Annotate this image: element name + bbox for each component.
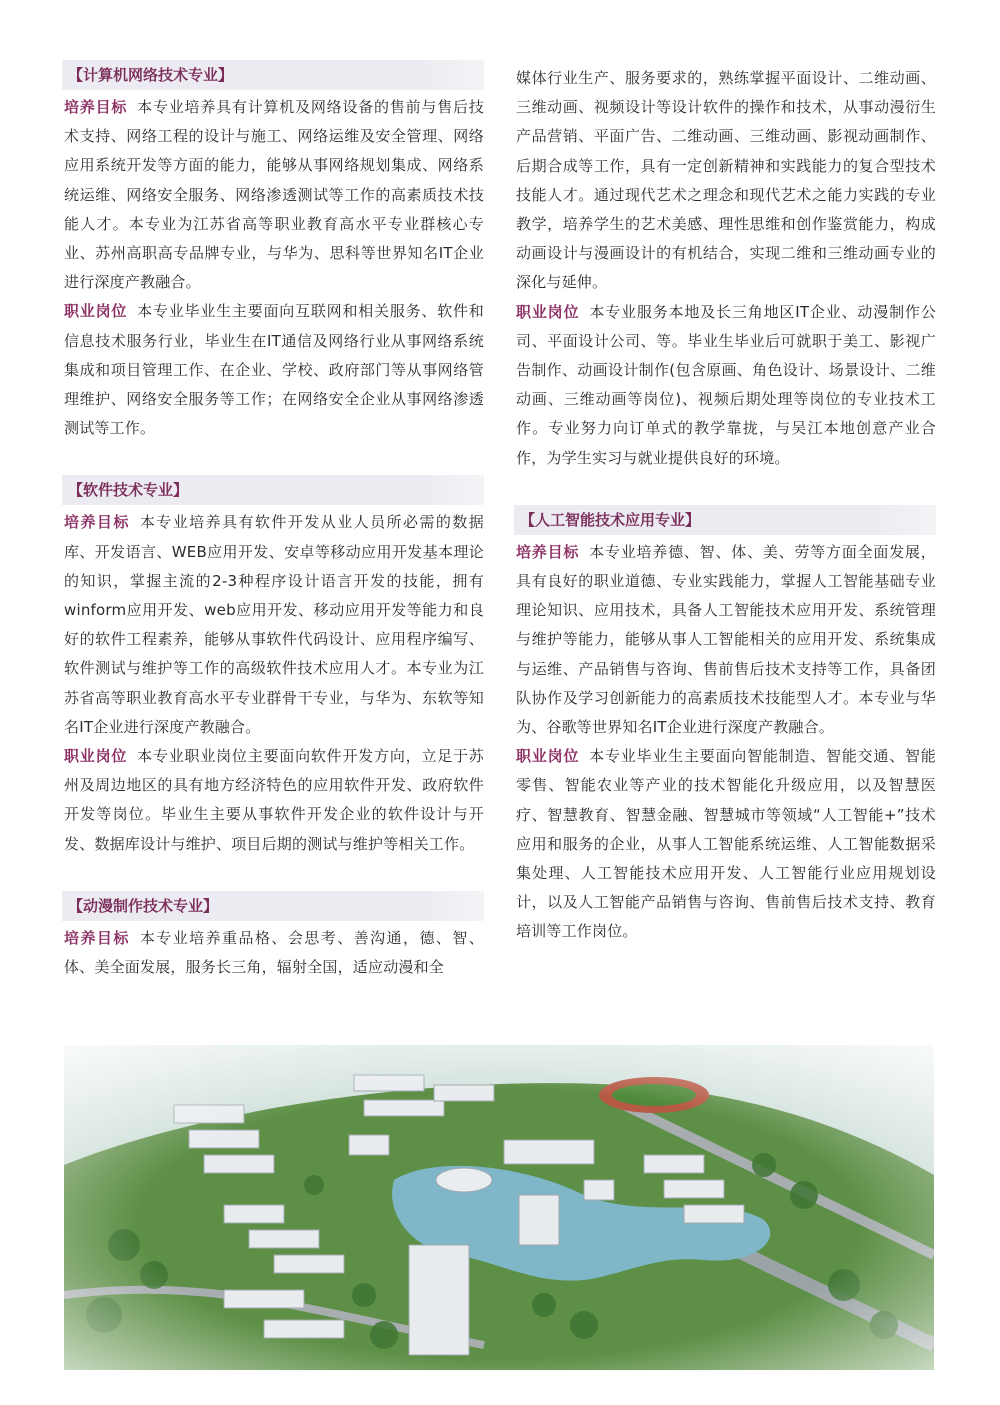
software-goal-label: 培养目标 xyxy=(64,513,130,532)
ai-job-text: 本专业毕业生主要面向智能制造、智能交通、智能零售、智能农业等产业的技术智能化升级应用，以及智慧医疗、智慧教育、智慧金融、智慧城市等领域“人工智能+”技术应用和服务的企业，从事人工智能系统运维、人工智能数据采集处理、人工智能技术应用开发、人工智能行业应用规划设计，以及人工智能产品销售与咨询、售前售后技术支持、教育培训等工作岗位。 xyxy=(516,747,936,941)
animation-goal-label: 培养目标 xyxy=(64,928,130,947)
network-goal-label: 培养目标 xyxy=(64,98,128,116)
software-goal-paragraph xyxy=(64,508,484,742)
animation-job-label: 职业岗位 xyxy=(516,302,580,321)
animation-goal-paragraph-left xyxy=(64,924,484,982)
campus-vignette xyxy=(64,1045,934,1370)
right-column xyxy=(516,64,936,947)
software-job-text: 本专业职业岗位主要面向软件开发方向，立足于苏州及周边地区的具有地方经济特色的应用软件开发、政府软件开发等岗位。毕业生主要从事软件开发企业的软件设计与开发、数据库设计与维护、项目后期的测试与维护等相关工作。 xyxy=(64,747,484,853)
ai-job-paragraph xyxy=(516,742,936,946)
network-job-label: 职业岗位 xyxy=(64,302,128,321)
left-column xyxy=(64,60,484,982)
campus-aerial-image xyxy=(64,1045,934,1370)
software-job-label: 职业岗位 xyxy=(64,747,128,766)
software-goal-text: 本专业培养具有软件开发从业人员所必需的数据库、开发语言、WEB应用开发、安卓等移动应用开发基本理论的知识，掌握主流的2-3种程序设计语言开发的技能，拥有winform应用开发、web应用开发、移动应用开发等能力和良好的软件工程素养，能够从事软件代码设计、应用程序编写、软件测试与维护等工作的高级软件技术应用人才。本专业为江苏省高等职业教育高水平专业群骨干专业，与华为、东软等知名IT企业进行深度产教融合。 xyxy=(64,513,485,736)
network-goal-text: 本专业培养具有计算机及网络设备的售前与售后技术支持、网络工程的设计与施工、网络运维及安全管理、网络应用系统开发等方面的能力，能够从事网络规划集成、网络系统运维、网络安全服务、网络渗透测试等工作的高素质技术技能人才。本专业为江苏省高等职业教育高水平专业群核心专业、苏州高职高专品牌专业，与华为、思科等世界知名IT企业进行深度产教融合。 xyxy=(64,98,484,292)
ai-goal-paragraph xyxy=(516,538,936,742)
section-header-ai: 【人工智能技术应用专业】 xyxy=(514,505,936,535)
animation-job-paragraph xyxy=(516,298,936,473)
network-goal-paragraph xyxy=(64,93,484,297)
software-job-paragraph xyxy=(64,742,484,859)
animation-job-text: 本专业服务本地及长三角地区IT企业、动漫制作公司、平面设计公司、等。毕业生毕业后可就职于美工、影视广告制作、动画设计制作(包含原画、角色设计、场景设计、二维动画、三维动画等岗位)、视频后期处理等岗位的专业技术工作。专业努力向订单式的教学靠拢，与吴江本地创意产业合作，为学生实习与就业提供良好的环境。 xyxy=(516,302,936,467)
animation-goal-paragraph-right xyxy=(516,64,936,298)
section-header-network: 【计算机网络技术专业】 xyxy=(62,60,484,90)
section-header-animation: 【动漫制作技术专业】 xyxy=(62,891,484,921)
campus-aerial-illustration xyxy=(64,1045,934,1370)
ai-goal-label: 培养目标 xyxy=(516,542,580,561)
ai-job-label: 职业岗位 xyxy=(516,747,580,766)
ai-goal-text: 本专业培养德、智、体、美、劳等方面全面发展，具有良好的职业道德、专业实践能力，掌握人工智能基础专业理论知识、应用技术，具备人工智能技术应用开发、系统管理与维护等能力，能够从事人工智能相关的应用开发、系统集成与运维、产品销售与咨询、售前售后技术支持等工作，具备团队协作及学习创新能力的高素质技术技能型人才。本专业与华为、谷歌等世界知名IT企业进行深度产教融合。 xyxy=(516,542,936,737)
animation-goal-text-left: 本专业培养重品格、会思考、善沟通，德、智、体、美全面发展，服务长三角，辐射全国，适应动漫和全 xyxy=(64,928,485,977)
network-job-paragraph xyxy=(64,297,484,443)
network-job-text: 本专业毕业生主要面向互联网和相关服务、软件和信息技术服务行业，毕业生在IT通信及网络行业从事网络系统集成和项目管理工作、在企业、学校、政府部门等从事网络管理维护、网络安全服务等工作；在网络安全企业从事网络渗透测试等工作。 xyxy=(64,302,484,438)
section-header-software: 【软件技术专业】 xyxy=(62,475,484,505)
animation-goal-text-right: 媒体行业生产、服务要求的，熟练掌握平面设计、二维动画、三维动画、视频设计等设计软件的操作和技术，从事动漫衍生产品营销、平面广告、二维动画、三维动画、影视动画制作、后期合成等工作，具有一定创新精神和实践能力的复合型技术技能人才。通过现代艺术之理念和现代艺术之能力实践的专业教学，培养学生的艺术美感、理性思维和创作鉴赏能力，构成动画设计与漫画设计的有机结合，实现二维和三维动画专业的深化与延伸。 xyxy=(516,69,936,292)
